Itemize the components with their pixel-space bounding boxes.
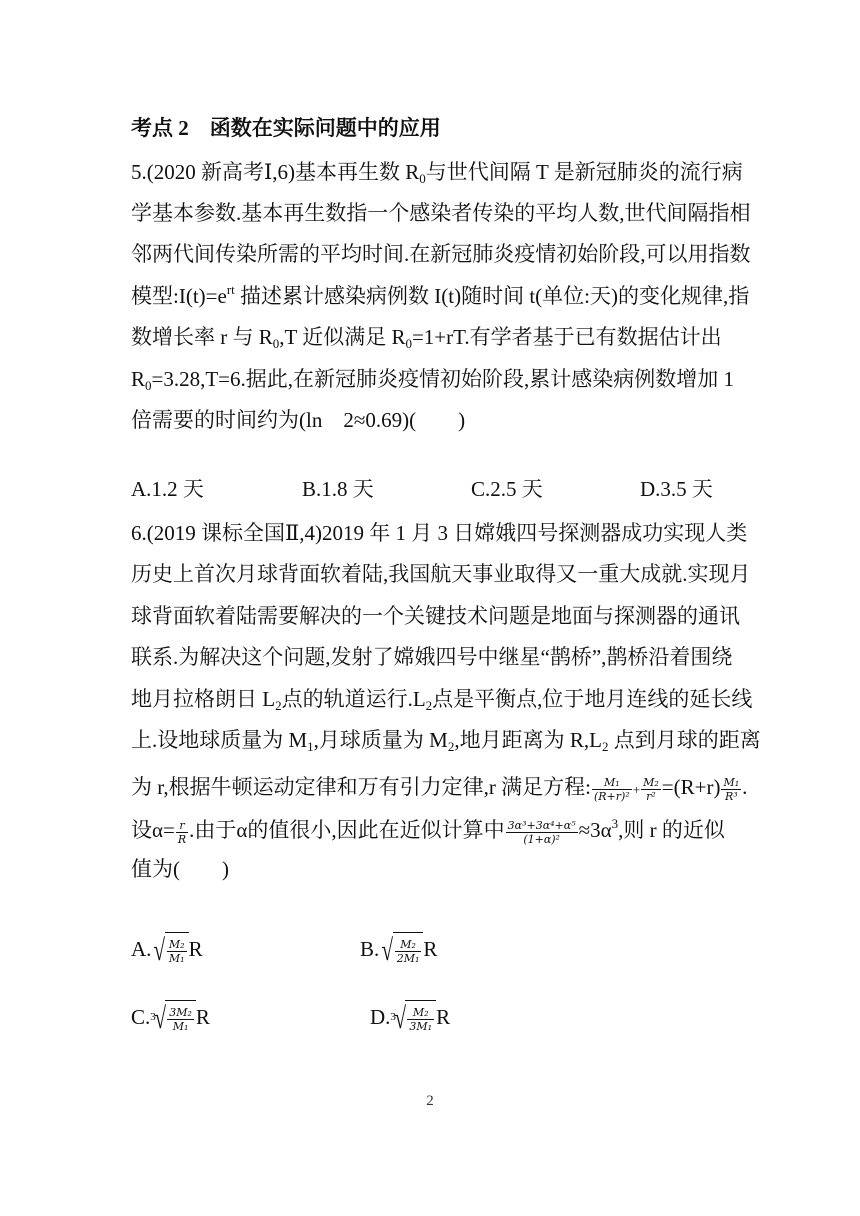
q6-line-2: 历史上首次月球背面软着陆,我国航天事业取得又一重大成就.实现月 bbox=[131, 562, 751, 586]
q6-option-b: B. √ $\frac{\text{M₂}}{\text{2M₁}}$ R bbox=[360, 932, 437, 970]
q6-line-7: 为 r,根据牛顿运动定律和万有引力定律,r 满足方程: $\frac{\text{M₁}}{\text{(R+r)²}}$ + $\frac{\text{M₂}}{\text{r²}}$ =(R+r) $\frac{\text{M₁}}{\text{R³}}$ . bbox=[131, 775, 748, 803]
section-heading: 考点 2 函数在实际问题中的应用 bbox=[131, 116, 441, 140]
cube-root-symbol: √ $\frac{\text{3M₂}}{\text{M₁}}$ bbox=[152, 1000, 196, 1038]
q6-option-a: A. √ $\frac{\text{M₂}}{\text{M₁}}$ R bbox=[131, 932, 203, 970]
q5-line-7: 倍需要的时间约为(ln 2≈0.69)( ) bbox=[131, 408, 466, 432]
q6-line-8: 设α= $\frac{r}{R}$ .由于α的值很小,因此在近似计算中 $\frac{\text{3α³+3α⁴+α⁵}}{\text{(1+α)²}}$ $\approx 3\alpha^3$,则 r 的近似 bbox=[131, 816, 725, 846]
q6-line-1: 6.(2019 课标全国Ⅱ,4)2019 年 1 月 3 日嫦娥四号探测器成功实现人类 bbox=[131, 521, 748, 545]
q5-option-d: D.3.5 天 bbox=[640, 477, 713, 501]
q6-line-3: 球背面软着陆需要解决的一个关键技术问题是地面与探测器的通讯 bbox=[131, 604, 740, 628]
page-number: 2 bbox=[426, 1093, 434, 1109]
q5-line-1: 5.(2020 新高考Ⅰ,6)基本再生数 $R_0$与世代间隔 T 是新冠肺炎的流行病 bbox=[131, 160, 743, 186]
cube-root-symbol: √ $\frac{\text{M₂}}{\text{3M₁}}$ bbox=[392, 1000, 436, 1038]
equation-fraction-2: $\frac{\text{M₂}}{\text{r²}}$ bbox=[643, 775, 659, 803]
q5-line-3: 邻两代间传染所需的平均时间.在新冠肺炎疫情初始阶段,可以用指数 bbox=[131, 242, 751, 266]
q5-line-5: 数增长率 r 与 $R_0,T$ 近似满足 $R_0=1+rT$.有学者基于已有数据估计出 bbox=[131, 325, 722, 351]
q5-option-c: C.2.5 天 bbox=[471, 477, 543, 501]
q6-option-c: C.$^3$ √ $\frac{\text{3M₂}}{\text{M₁}}$ R bbox=[131, 1000, 210, 1038]
q6-line-5: 地月拉格朗日 $L_2$点的轨道运行$.L_2$点是平衡点,位于地月连线的延长线 bbox=[131, 687, 753, 713]
equation-fraction-3: $\frac{\text{M₁}}{\text{R³}}$ bbox=[723, 775, 740, 803]
q6-line-4: 联系.为解决这个问题,发射了嫦娥四号中继星“鹊桥”,鹊桥沿着围绕 bbox=[131, 645, 733, 669]
q6-line-9: 值为( ) bbox=[131, 857, 229, 881]
alpha-fraction: $\frac{r}{R}$ bbox=[177, 818, 187, 846]
q5-option-a: A.1.2 天 bbox=[131, 477, 204, 501]
q5-option-b: B.1.8 天 bbox=[302, 477, 374, 501]
q6-option-d: D.$^3$ √ $\frac{\text{M₂}}{\text{3M₁}}$ R bbox=[370, 1000, 450, 1038]
q5-line-2: 学基本参数.基本再生数指一个感染者传染的平均人数,世代间隔指相 bbox=[131, 201, 751, 225]
q5-line-4: 模型$:I(t)=e^{rt}$ 描述累计感染病例数 I(t)随时间 t(单位:天)的变化规律,指 bbox=[131, 282, 750, 308]
equation-fraction-1: $\frac{\text{M₁}}{\text{(R+r)²}}$ bbox=[593, 775, 630, 803]
q5-line-6: $R_0=3.28,T=6$.据此,在新冠肺炎疫情初始阶段,累计感染病例数增加 1 bbox=[131, 367, 735, 393]
sqrt-symbol: √ $\frac{\text{M₂}}{\text{2M₁}}$ bbox=[379, 932, 423, 970]
approx-fraction: $\frac{\text{3α³+3α⁴+α⁵}}{\text{(1+α)²}}$ bbox=[507, 818, 576, 846]
sqrt-symbol: √ $\frac{\text{M₂}}{\text{M₁}}$ bbox=[151, 932, 188, 970]
q6-line-6: 上.设地球质量为 $M_1$,月球质量为 $M_2$,地月距离为 $R,L_2$ 点到月球的距离 bbox=[131, 728, 761, 754]
